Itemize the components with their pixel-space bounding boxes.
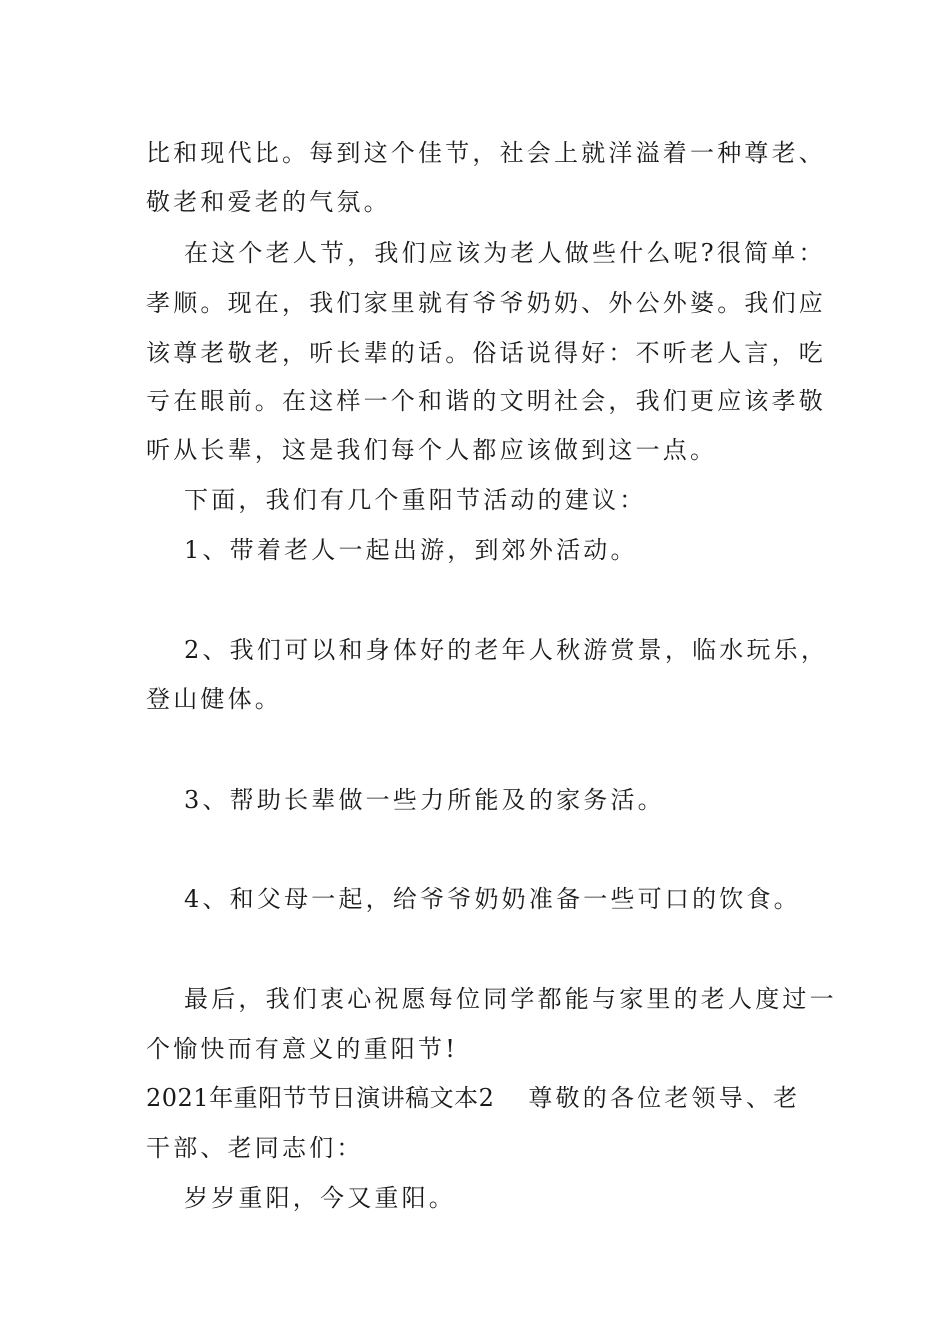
paragraph-line: 亏在眼前。在这样一个和谐的文明社会，我们更应该孝敬	[146, 387, 826, 415]
paragraph-line: 该尊老敬老，听长辈的话。俗话说得好：不听老人言，吃	[146, 339, 826, 367]
paragraph-line: 比和现代比。每到这个佳节，社会上就洋溢着一种尊老、	[146, 139, 826, 167]
paragraph-line: 敬老和爱老的气氛。	[146, 188, 391, 216]
list-item: 1、带着老人一起出游，到郊外活动。	[184, 536, 638, 564]
section-heading-line	[146, 1082, 816, 1114]
paragraph-line: 下面，我们有几个重阳节活动的建议：	[184, 486, 647, 514]
list-item-continuation: 登山健体。	[146, 685, 282, 713]
paragraph-line: 在这个老人节，我们应该为老人做些什么呢?很简单：	[184, 239, 826, 267]
list-item: 4、和父母一起，给爷爷奶奶准备一些可口的饮食。	[184, 885, 801, 913]
paragraph-line: 干部、老同志们：	[146, 1134, 364, 1162]
salutation-text: 尊敬的各位老领导、老	[528, 1084, 801, 1112]
paragraph-line: 最后，我们衷心祝愿每位同学都能与家里的老人度过一	[184, 985, 837, 1013]
section-title: 2021年重阳节节日演讲稿文本2	[146, 1084, 495, 1112]
paragraph-line: 岁岁重阳，今又重阳。	[184, 1184, 456, 1212]
list-item: 3、帮助长辈做一些力所能及的家务活。	[184, 786, 665, 814]
paragraph-line: 个愉快而有意义的重阳节!	[146, 1035, 459, 1063]
paragraph-line: 听从长辈，这是我们每个人都应该做到这一点。	[146, 436, 718, 464]
paragraph-line: 孝顺。现在，我们家里就有爷爷奶奶、外公外婆。我们应	[146, 289, 826, 317]
list-item: 2、我们可以和身体好的老年人秋游赏景，临水玩乐，	[184, 636, 829, 664]
